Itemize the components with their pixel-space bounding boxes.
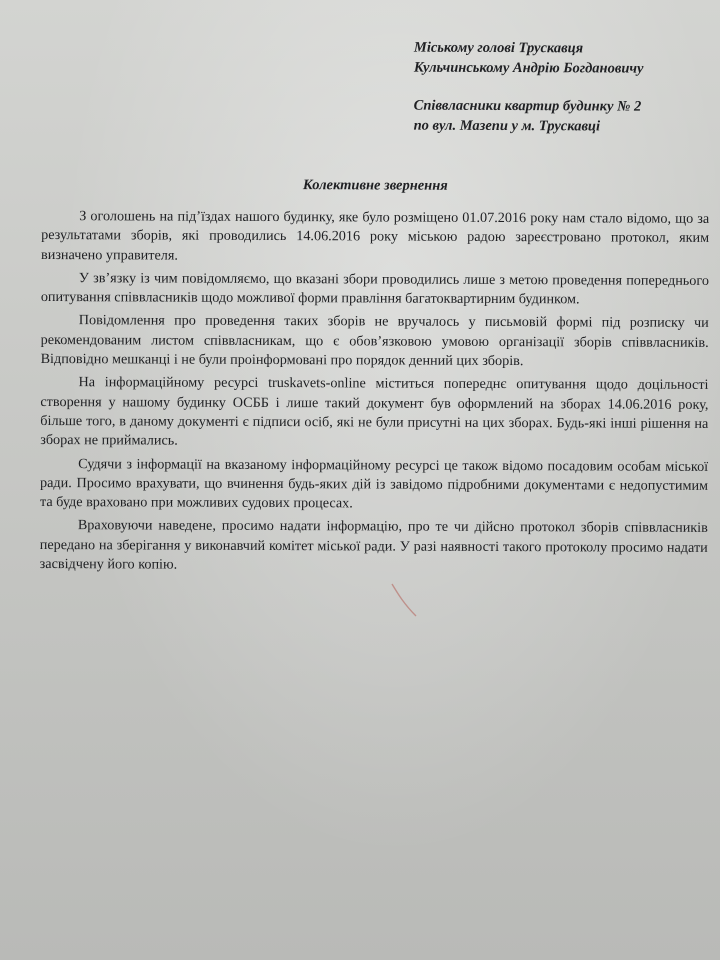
addressee-line-4: по вул. Мазепи у м. Трускавці — [413, 117, 601, 135]
paragraph-4: На інформаційному ресурсі truskavets-online міститься попереднє опитування щодо доцільності створення у нашому будинку ОСББ і лише такий документ був оформлений на зборах 14.06.2016 року, більше того, в даному документі є підписи осіб, які не були присутні на цих зборах. Будь-які інші рішення на зборах не приймались. — [40, 374, 709, 449]
document — [40, 36, 710, 581]
addressee-line-2: Кульчинському Андрію Богдановичу — [413, 59, 644, 77]
paragraph-1: З оголошень на під’їздах нашого будинку, яке було розміщено 01.07.2016 року нам стало відомо, що за результатами зборів, які проводились 14.06.2016 року міською радою зареєстровано протокол, яким визначено управителя. — [41, 208, 710, 264]
pen-mark — [386, 582, 426, 622]
document-body — [40, 207, 710, 577]
paragraph-6: Враховуючи наведене, просимо надати інформацію, про те чи дійсно протокол зборів співвласників передано на зберігання у виконавчий комітет міської ради. У разі наявності такого протоколу просимо надати засвідчену його копію. — [39, 517, 708, 573]
paragraph-3: Повідомлення про проведення таких зборів не вручалось у письмовій формі під розписку чи рекомендованим листом співвласникам, що є обов’язковою умовою організації зборів співвласників. Відповідно мешканці і не були проінформовані про порядок денний цих зборів. — [40, 312, 709, 370]
document-title: Колективне звернення — [302, 177, 448, 194]
addressee-block — [414, 38, 704, 137]
paragraph-2: У зв’язку із чим повідомляємо, що вказані збори проводились лише з метою проведення попереднього опитування співвласників щодо можливої форми правління багатоквартирним будинком. — [40, 270, 709, 308]
addressee-line-1: Міському голові Трускавця — [413, 39, 584, 57]
addressee-gap — [414, 78, 704, 97]
addressee-line-3: Співвласники квартир будинку № 2 — [413, 97, 642, 115]
paragraph-5: Судячи з інформації на вказаному інформаційному ресурсі це також відомо посадовим особам міської ради. Просимо врахувати, що вчинення будь-яких дій із завідомо підробними документами є недопустимим та буде враховано при можливих судових процесах. — [39, 455, 709, 512]
